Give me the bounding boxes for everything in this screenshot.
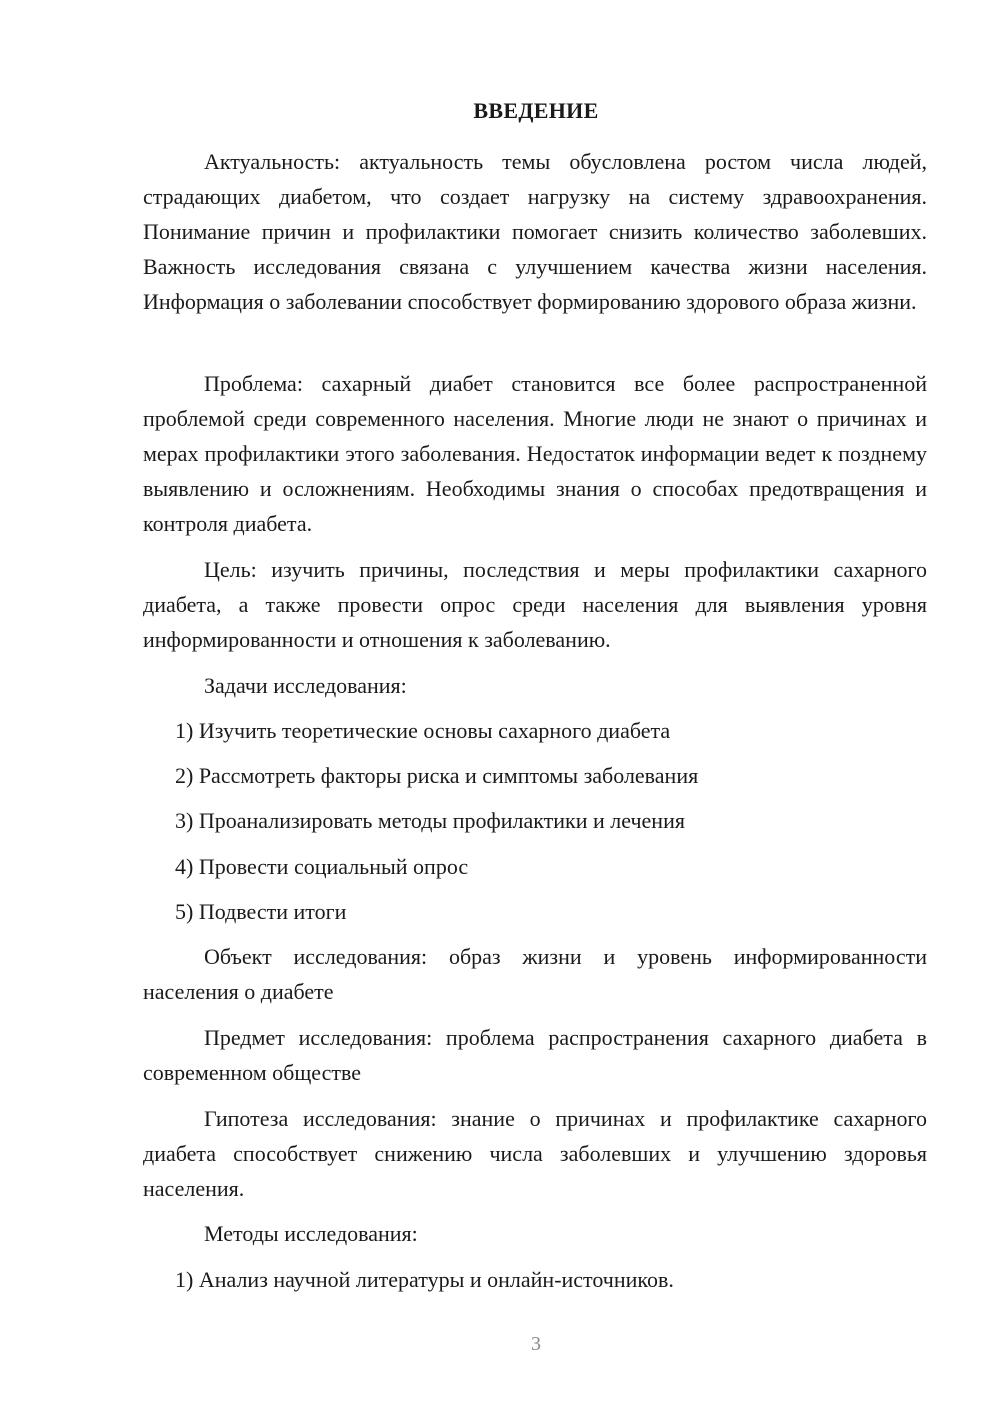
task-item bbox=[143, 713, 927, 748]
task-item bbox=[143, 758, 927, 793]
page-number: 3 bbox=[531, 1333, 541, 1355]
relevance-text: Актуальность: актуальность темы обусловлена ростом числа людей, страдающих диабетом, что создает нагрузку на систему здравоохранения. Понимание причин и профилактики помогает снизить количество заболевших. Важность исследования связана с улучшением качества жизни населения. Информация о заболевании способствует формированию здорового образа жизни. bbox=[143, 149, 927, 314]
task-item-2: 2) Рассмотреть факторы риска и симптомы заболевания bbox=[175, 763, 699, 788]
section-heading: ВВЕДЕНИЕ bbox=[473, 98, 599, 123]
task-item bbox=[143, 803, 927, 838]
tasks-title-text: Задачи исследования: bbox=[204, 673, 407, 698]
hypothesis-text: Гипотеза исследования: знание о причинах и профилактике сахарного диабета способствует снижению числа заболевших и улучшению здоровья населения. bbox=[143, 1106, 927, 1201]
task-item-1: 1) Изучить теоретические основы сахарного диабета bbox=[175, 718, 671, 743]
goal-paragraph bbox=[143, 552, 927, 657]
problem-text: Проблема: сахарный диабет становится все более распространенной проблемой среди современного населения. Многие люди не знают о причинах и мерах профилактики этого заболевания. Недостаток информации ведет к позднему выявлению и осложнениям. Необходимы знания о способах предотвращения и контроля диабета. bbox=[143, 371, 927, 536]
method-item-1: 1) Анализ научной литературы и онлайн-источников. bbox=[175, 1267, 674, 1292]
methods-title bbox=[143, 1216, 927, 1251]
goal-text: Цель: изучить причины, последствия и меры профилактики сахарного диабета, а также провести опрос среди населения для выявления уровня информированности и отношения к заболеванию. bbox=[143, 557, 927, 652]
task-item-3: 3) Проанализировать методы профилактики и лечения bbox=[175, 808, 685, 833]
task-item bbox=[143, 894, 927, 929]
subject-text: Предмет исследования: проблема распространения сахарного диабета в современном обществе bbox=[143, 1025, 927, 1085]
task-item-5: 5) Подвести итоги bbox=[175, 899, 347, 924]
tasks-title bbox=[143, 668, 927, 703]
object-text: Объект исследования: образ жизни и уровень информированности населения о диабете bbox=[143, 944, 927, 1004]
subject-paragraph bbox=[143, 1020, 927, 1090]
task-item bbox=[143, 849, 927, 884]
methods-title-text: Методы исследования: bbox=[204, 1221, 418, 1246]
relevance-paragraph bbox=[143, 144, 927, 319]
task-item-4: 4) Провести социальный опрос bbox=[175, 854, 469, 879]
method-item bbox=[143, 1262, 927, 1297]
hypothesis-paragraph bbox=[143, 1101, 927, 1206]
problem-paragraph bbox=[143, 366, 927, 541]
object-paragraph bbox=[143, 939, 927, 1009]
